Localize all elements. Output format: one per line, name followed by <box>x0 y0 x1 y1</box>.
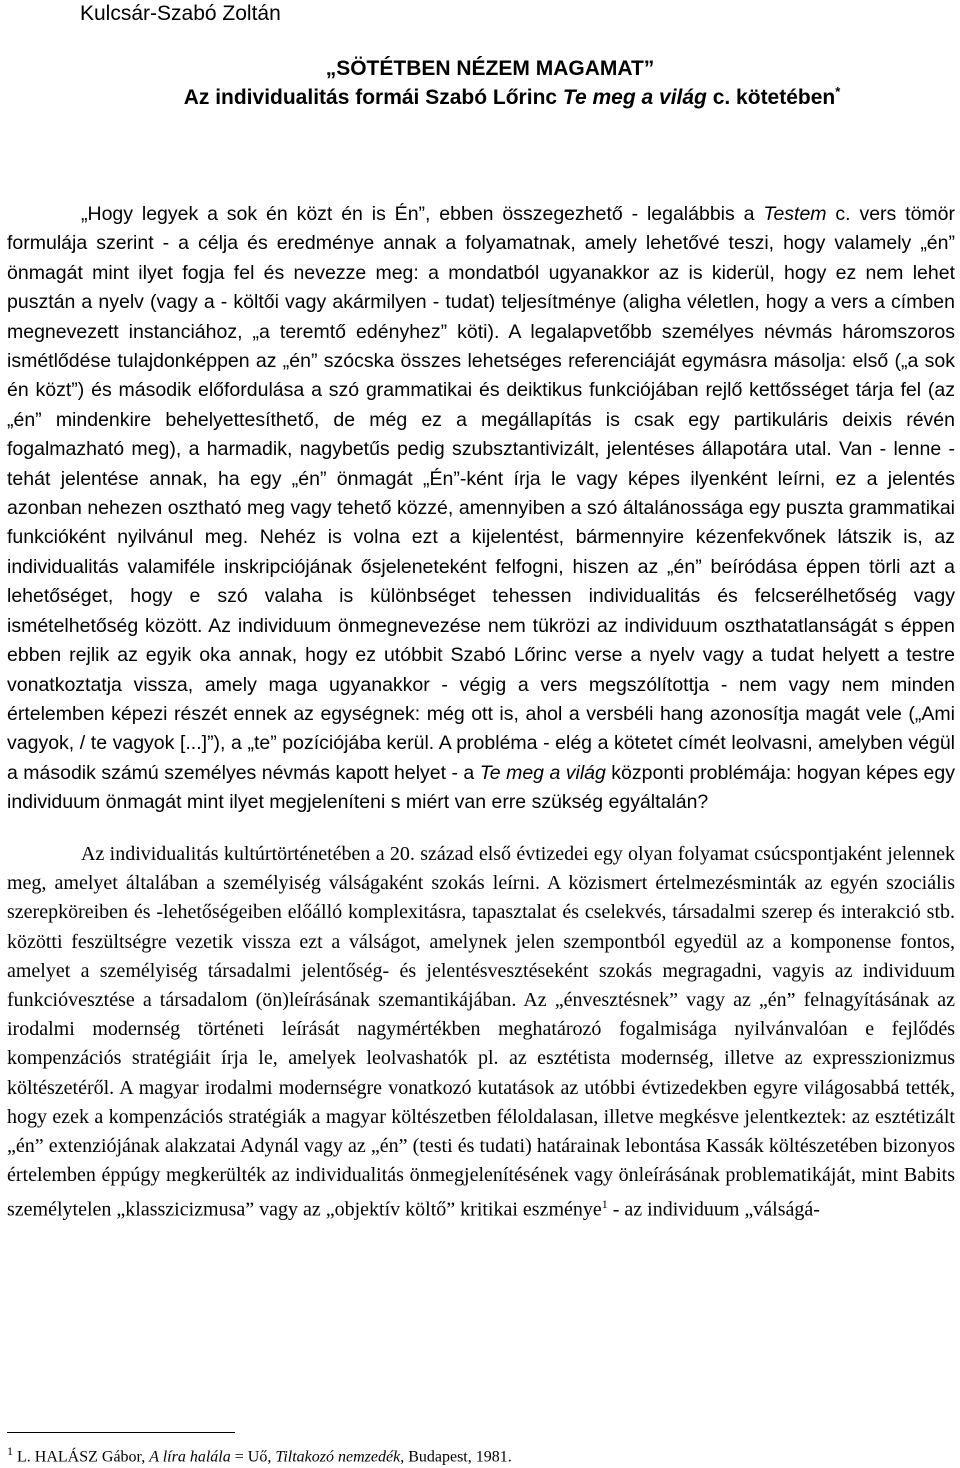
subtitle-text-b: c. kötetében <box>706 86 836 109</box>
paragraph-1-text-b: c. vers tömör formulája szerint - a célja és eredménye annak a folyamatnak, amely lehetővé teszi, hogy valamely „én” önmagát mint ilyet fogja fel és nevezze meg: a mondatból ugyanakkor az is kiderül, hogy ez nem lehet pusztán a nyelv (vagy a - költői vagy akármilyen - tudat) teljesítménye (aligha véletlen, hogy a vers a címben megnevezett instanciához, „a teremtő edényhez” köti). A legalapvetőbb személyes névmás háromszoros ismétlődése tulajdonképpen az „én” szócska összes lehetséges referenciáját egymásra másolja: első („a sok én közt”) és második előfordulása a szó grammatikai és deiktikus funkciójában rejlő kettősséget tárja fel (az „én” mindenkire behelyettesíthető, de még ez a megállapítás is csak egy partikuláris deixis révén fogalmazható meg), a harmadik, nagybetűs pedig szubsztantivizált, jelentéses állapotára utal. Van - lenne - tehát jelentése annak, ha egy „én” önmagát „Én”-ként írja le vagy képes ilyenként leírni, ez a jelentés azonban nehezen osztható meg vagy tehető közzé, amennyiben a szó általánossága egy puszta grammatikai funkcióként nyilvánul meg. Nehéz is volna ezt a kijelentést, bármennyire kézenfekvőnek látszik is, az individualitás valamiféle inskripciójának ősjeleneteként felfogni, hiszen az „én” beíródása éppen törli azt a lehetőséget, hogy e szó valaha is különbséget tehessen individualitás és felcserélhetőség vagy ismételhetőség között. Az individuum önmegnevezése nem tükrözi az individuum oszthatatlanságát s éppen ebben rejlik az egyik oka annak, hogy ez utóbbit Szabó Lőrinc verse a nyelv vagy a tudat helyett a testre vonatkoztatja vissza, amely maga ugyanakkor - végig a vers megszólítottja - nem vagy nem minden értelemben képezi részét ennek az egységnek: még ott is, ahol a versbéli hang azonosítja magát vele („Ami vagyok, / te vagyok [...]”), a „te” pozíciójába kerül. A probléma - elég a kötetet címét leolvasni, amelyben végül a második számú személyes névmás kapott helyet - a <box>7 203 955 784</box>
footnote-title-a-lira-halala: A líra halála <box>149 1448 231 1466</box>
poem-title-testem: Testem <box>763 203 827 225</box>
footnote-text-c: , Budapest, 1981. <box>400 1448 512 1466</box>
footnote-ref-1[interactable]: 1 <box>601 1197 608 1212</box>
footnote-title-tiltakozo-nemzedek: Tiltakozó nemzedék <box>275 1448 401 1466</box>
book-title-te-meg-a-vilag: Te meg a világ <box>479 761 606 784</box>
paragraph-2-text-a: Az individualitás kultúrtörténetében a 20. század első évtizedei egy olyan folyamat csúcspontjaként jelennek meg, amelyet általában a személyiség válságaként szokás leírni. A közismert értelmezésminták az egyén szociális szerepköreiben és -lehetőségeiben előálló komplexitásra, tapasztalat és cselekvés, társadalmi szerep és interakció stb. közötti feszültségre vezetik vissza ezt a válságot, amelynek jelen szempontból egyedül az a komponense fontos, amelyet a személyiség társadalmi jelentőség- és jelentésvesztéseként szokás megragadni, vagyis az individuum funkcióvesztése a társadalom (ön)leírásának szemantikájában. Az „énvesztésnek” vagy az „én” felnagyításának az irodalmi modernség történeti leírását nagymértékben meghatározó fogalmisága nyilvánvalóan e fejlődés kompenzációs stratégiáit írja le, amelyek leolvashatók pl. az esztétista modernség, illetve az expresszionizmus költészetéről. A magyar irodalmi modernségre vonatkozó kutatások az utóbbi évtizedekben egyre világosabbá tették, hogy ezek a kompenzációs stratégiák a magyar költészetben féloldalasan, illetve megkésve jelentkeztek: az esztétizált „én” extenziójának alakzatai Adynál vagy az „én” (testi és tudati) határainak lebontása Kassák költészetében bizonyos értelemben éppúgy megkerülték az individualitás önmegjelenítésének vagy önleírásának problematikáját, mint Babits személytelen „klasszicizmusa” vagy az „objektív költő” kritikai eszménye <box>7 843 955 1222</box>
author-name: Kulcsár-Szabó Zoltán <box>80 2 281 25</box>
footnote-text-b: = Uő, <box>230 1448 276 1466</box>
body-text-sans <box>7 200 955 818</box>
footnote-number: 1 <box>7 1444 13 1458</box>
subtitle-text-a: Az individualitás formái Szabó Lőrinc <box>183 86 563 109</box>
title-subtitle <box>0 83 960 112</box>
footnote-1 <box>7 1444 512 1466</box>
paragraph-1-text-a: „Hogy legyek a sok én közt én is Én”, ebben összegezhető - legalábbis a <box>81 203 764 225</box>
title-main: „SÖTÉTBEN NÉZEM MAGAMAT” <box>325 57 655 80</box>
title-block <box>0 54 960 112</box>
footnote-text-a: L. HALÁSZ Gábor, <box>13 1448 150 1466</box>
paragraph-2 <box>7 840 955 1225</box>
paragraph-2-text-b: - az individuum „válságá- <box>607 1199 820 1222</box>
footnote-divider <box>7 1432 235 1433</box>
footnote-marker-star: * <box>835 84 841 99</box>
subtitle-book-title: Te meg a világ <box>562 86 707 109</box>
paragraph-1-text-c: központi problémája: hogyan képes egy individuum önmagát mint ilyet megjeleníteni s miért van erre szükség egyáltalán? <box>7 761 955 814</box>
paragraph-1 <box>7 200 955 818</box>
body-text-serif <box>7 840 955 1225</box>
